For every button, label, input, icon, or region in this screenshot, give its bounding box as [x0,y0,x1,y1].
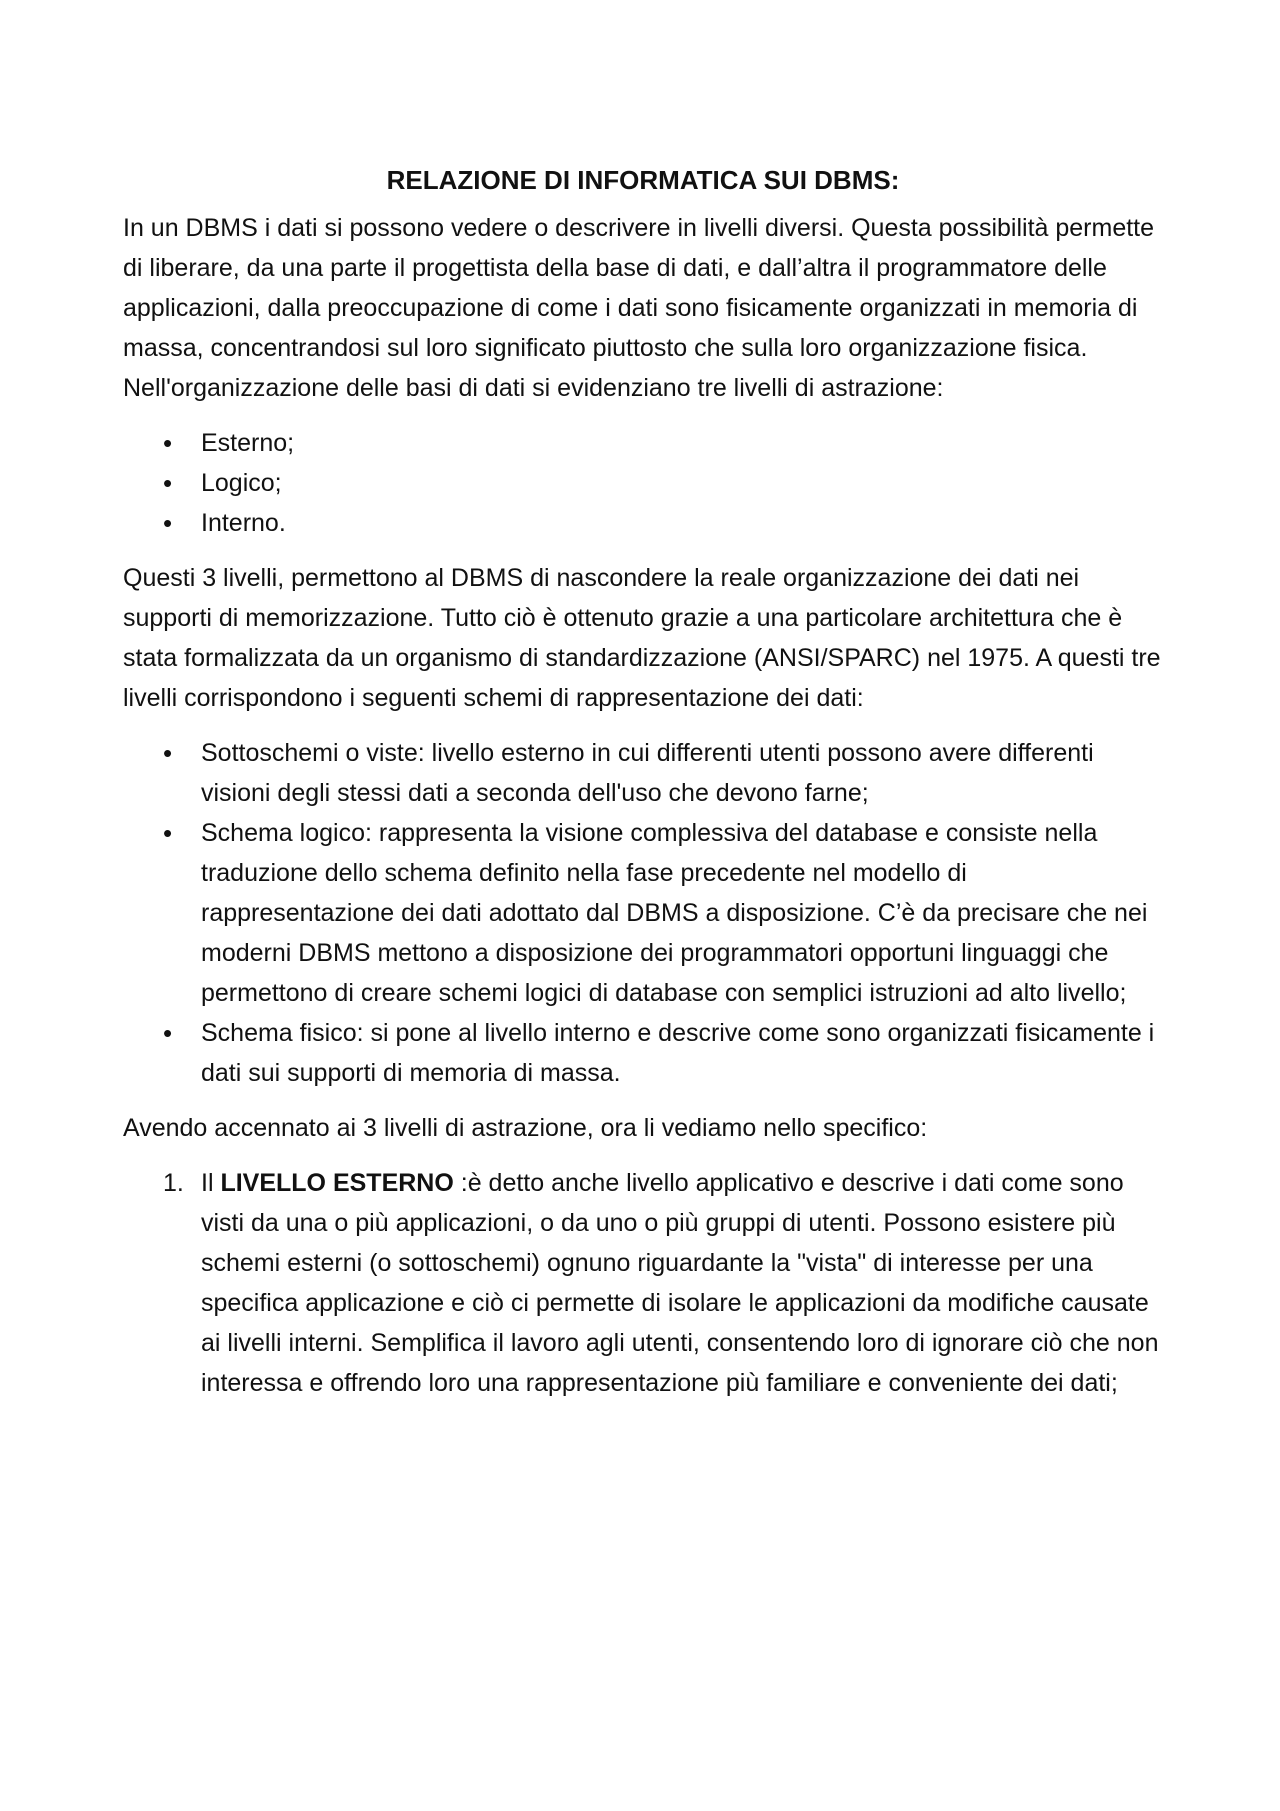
document-title: RELAZIONE DI INFORMATICA SUI DBMS: [386,165,900,195]
list-item: • Schema fisico: si pone al livello interno e descrive come sono organizzati fisicamente i dati sui supporti di memoria di massa. [123,1013,1163,1093]
intro-paragraph: In un DBMS i dati si possono vedere o descrivere in livelli diversi. Questa possibilità permette di liberare, da una parte il progettista della base di dati, e dall’altra il programmatore delle applicazioni, dalla preoccupazione di come i dati sono fisicamente organizzati in memoria di massa, concentrandosi sul loro significato piuttosto che sulla loro organizzazione fisica. Nell'organizzazione delle basi di dati si evidenziano tre livelli di astrazione: [123,214,1155,402]
schemas-list [123,733,1163,1093]
item-text-post: :è detto anche livello applicativo e descrive i dati come sono visti da una o più applicazioni, o da uno o più gruppi di utenti. Possono esistere più schemi esterni (o sottoschemi) ognuno riguardante la "vista" di interesse per una specifica applicazione e ciò ci permette di isolare le applicazioni da modifiche causate ai livelli interni. Semplifica il lavoro agli utenti, consentendo loro di ignorare ciò che non interessa e offrendo loro una rappresentazione più familiare e conveniente dei dati; [201,1169,1159,1397]
architecture-paragraph: Questi 3 livelli, permettono al DBMS di nascondere la reale organizzazione dei dati nei supporti di memorizzazione. Tutto ciò è ottenuto grazie a una particolare architettura che è stata formalizzata da un organismo di standardizzazione (ANSI/SPARC) nel 1975. A questi tre livelli corrispondono i seguenti schemi di rappresentazione dei dati: [123,564,1161,712]
item-text-pre: Il [201,1169,221,1197]
document-page [123,160,1163,1418]
list-item: • Sottoschemi o viste: livello esterno in cui differenti utenti possono avere differenti visioni degli stessi dati a seconda dell'uso che devono farne; [123,733,1163,813]
list-item: • Esterno; [123,423,1163,463]
list-item: • Interno. [123,503,1163,543]
list-item: • Schema logico: rappresenta la visione complessiva del database e consiste nella traduzione dello schema definito nella fase precedente nel modello di rappresentazione dei dati adottato dal DBMS a disposizione. C’è da precisare che nei moderni DBMS mettono a disposizione dei programmatori opportuni linguaggi che permettono di creare schemi logici di database con semplici istruzioni ad alto livello; [123,813,1163,1013]
list-item: • Logico; [123,463,1163,503]
list-number: 1. [163,1169,184,1197]
specific-intro-paragraph: Avendo accennato ai 3 livelli di astrazione, ora li vediamo nello specifico: [123,1114,928,1142]
item-text-bold: LIVELLO ESTERNO [220,1169,454,1197]
list-item [123,1163,1163,1403]
numbered-list [123,1163,1163,1403]
levels-list [123,423,1163,543]
